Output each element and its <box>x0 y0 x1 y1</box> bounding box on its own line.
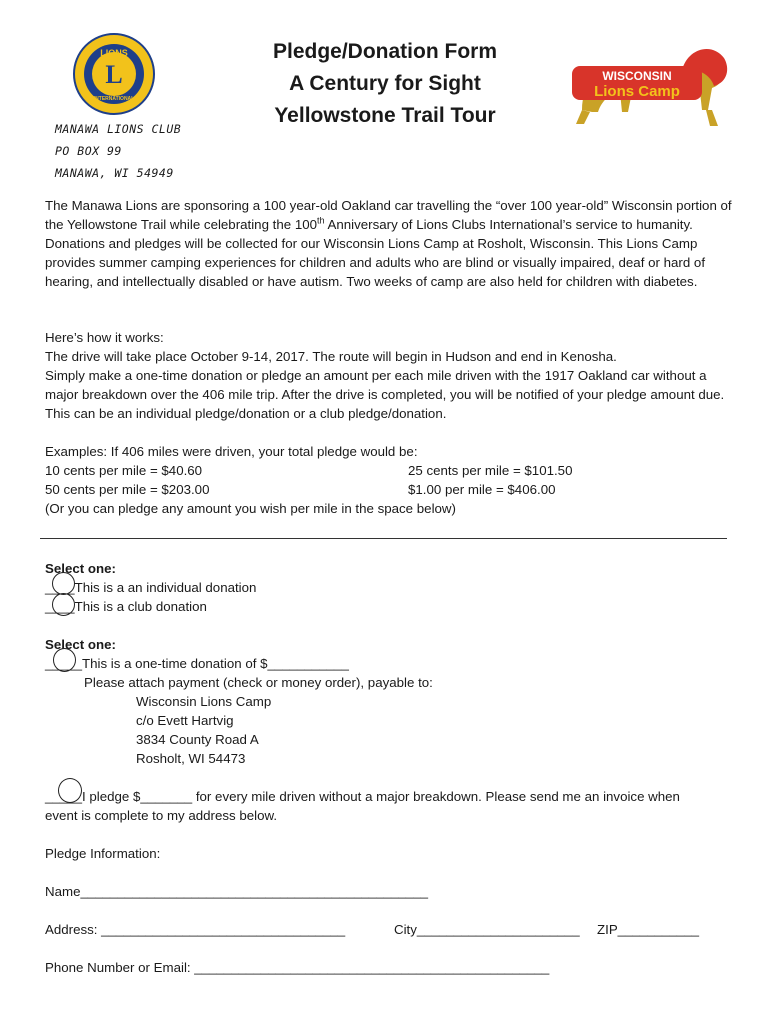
phone-email-field[interactable]: Phone Number or Email: ________________________________________________ <box>45 960 550 975</box>
lions-international-logo <box>72 32 156 116</box>
examples-intro: Examples: If 406 miles were driven, your total pledge would be: <box>45 444 418 459</box>
example-row-2 <box>45 480 735 499</box>
payee-city: Rosholt, WI 54473 <box>136 751 246 766</box>
example-row-2-right: $1.00 per mile = $406.00 <box>408 482 556 497</box>
title-line-2: A Century for Sight <box>289 72 481 95</box>
title-line-3: Yellowstone Trail Tour <box>274 104 496 127</box>
payee-name: Wisconsin Lions Camp <box>136 694 272 709</box>
lions-logo-top: LIONS <box>100 48 128 58</box>
intro-part2: Anniversary of Lions Clubs International’s service to humanity. Donations and pledges will be collected for our Wisconsin Lions Camp at Rosholt, Wisconsin. This Lions Camp provides summer camping experiences for children and adults who are blind or visually impaired, deaf or hard of hearing, and intellectually disabled or have autism. Two weeks of camp are also held for children with diabetes. <box>45 217 706 289</box>
how-line1: The drive will take place October 9-14, 2017. The route will begin in Hudson and end in Kenosha. <box>45 349 617 364</box>
how-heading: Here’s how it works: <box>45 330 164 345</box>
club-donation-option[interactable]: ____This is a club donation <box>45 599 207 614</box>
payee-street: 3834 County Road A <box>136 732 259 747</box>
club-donation-radio[interactable] <box>52 593 75 616</box>
form-title <box>200 36 570 132</box>
intro-part1: The Manawa Lions are sponsoring a 100 year-old Oakland car travelling the “over 100 year-old” Wisconsin portion of the Yellowstone Trail while celebrating the 100 <box>45 198 732 232</box>
club-po-box: PO BOX 99 <box>55 144 122 158</box>
camp-logo-line1: WISCONSIN <box>602 69 672 83</box>
lions-logo-center: L <box>105 60 123 89</box>
example-row-1 <box>45 461 735 480</box>
club-city: MANAWA, WI 54949 <box>55 166 174 180</box>
camp-logo-line2: Lions Camp <box>594 83 680 100</box>
pledge-info-heading: Pledge Information: <box>45 846 161 861</box>
lions-logo-bottom: INTERNATIONAL <box>93 96 135 102</box>
zip-field[interactable]: ZIP___________ <box>597 922 700 937</box>
one-time-donation-radio[interactable] <box>53 648 76 672</box>
section-divider <box>40 538 727 539</box>
pledge-per-mile-option[interactable]: _____I pledge $_______ for every mile driven without a major breakdown. Please send me an invoice when <box>45 789 680 804</box>
name-field[interactable]: Name_______________________________________________ <box>45 884 429 899</box>
examples-note: (Or you can pledge any amount you wish per mile in the space below) <box>45 501 456 516</box>
city-field[interactable]: City______________________ <box>394 922 580 937</box>
wisconsin-lions-camp-logo <box>562 40 732 132</box>
how-line2: Simply make a one-time donation or pledge an amount per each mile driven with the 1917 Oakland car without a major breakdown over the 406 mile trip. After the drive is completed, you will be notified of your pledge amount due. This can be an individual pledge/donation or a club pledge/donation. <box>45 368 725 421</box>
intro-paragraph <box>45 196 735 291</box>
select-heading-2: Select one: <box>45 637 116 652</box>
example-row-1-left: 10 cents per mile = $40.60 <box>45 463 203 478</box>
club-name: MANAWA LIONS CLUB <box>55 122 182 136</box>
attach-payment-note: Please attach payment (check or money order), payable to: <box>84 675 433 690</box>
individual-donation-option[interactable]: ____This is a an individual donation <box>45 580 257 595</box>
payee-care-of: c/o Evett Hartvig <box>136 713 234 728</box>
select-heading-1: Select one: <box>45 561 116 576</box>
address-field[interactable]: Address: _________________________________ <box>45 922 346 937</box>
pledge-per-mile-cont: event is complete to my address below. <box>45 808 278 823</box>
title-line-1: Pledge/Donation Form <box>272 40 497 63</box>
example-row-1-right: 25 cents per mile = $101.50 <box>408 463 573 478</box>
individual-donation-radio[interactable] <box>52 572 75 595</box>
one-time-donation-option[interactable]: _____This is a one-time donation of $___________ <box>45 656 349 671</box>
intro-sup: th <box>317 215 325 226</box>
example-row-2-left: 50 cents per mile = $203.00 <box>45 482 210 497</box>
club-address <box>55 118 181 184</box>
